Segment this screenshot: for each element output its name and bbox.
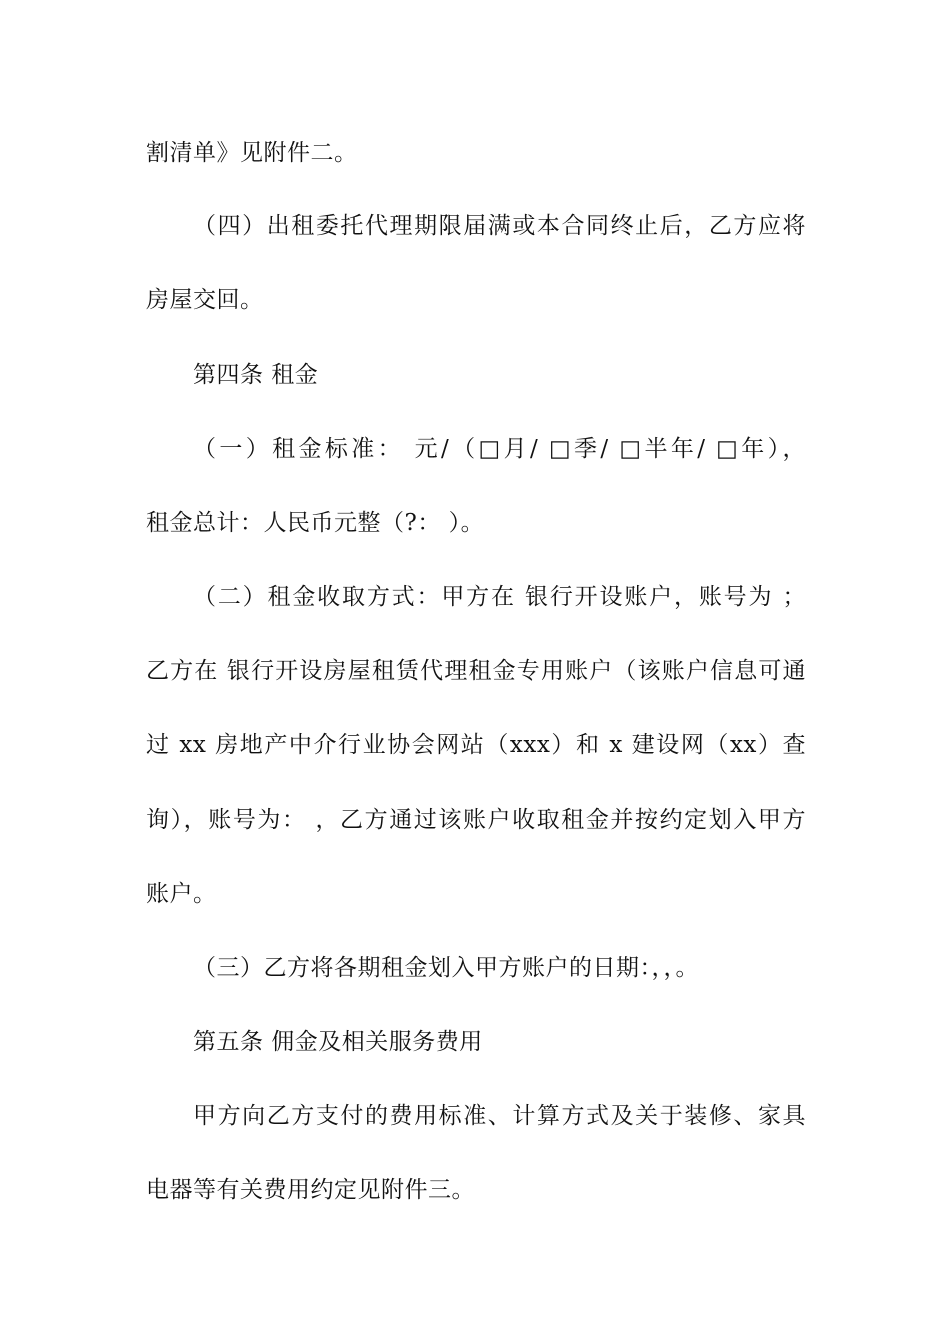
text-line: 询），账号为： ，乙方通过该账户收取租金并按约定划入甲方: [146, 807, 806, 833]
text-line: 账户。: [146, 881, 217, 907]
section-heading: 第四条 租金: [193, 362, 319, 388]
text-line: 电器等有关费用约定见附件三。: [146, 1177, 475, 1203]
text-line: （二）租金收取方式：甲方在 银行开设账户，账号为 ；: [193, 584, 806, 610]
text-line: 租金总计：人民币元整（?： ）。: [146, 510, 485, 536]
text-line: 乙方在 银行开设房屋租赁代理租金专用账户（该账户信息可通: [146, 658, 806, 684]
text-line: 过 xx 房地产中介行业协会网站（xxx）和 x 建设网（xx）查: [146, 732, 806, 758]
text-line: （四）出租委托代理期限届满或本合同终止后，乙方应将: [193, 213, 806, 239]
text-line: 房屋交回。: [146, 287, 264, 313]
section-heading: 第五条 佣金及相关服务费用: [193, 1029, 483, 1055]
text-line: 甲方向乙方支付的费用标准、计算方式及关于装修、家具: [193, 1103, 806, 1129]
text-line: （三）乙方将各期租金划入甲方账户的日期：，，。: [193, 955, 699, 981]
text-line: （一）租金标准： 元/（□月/ □季/ □半年/ □年），: [193, 436, 806, 462]
text-line: 割清单》见附件二。: [146, 140, 358, 166]
